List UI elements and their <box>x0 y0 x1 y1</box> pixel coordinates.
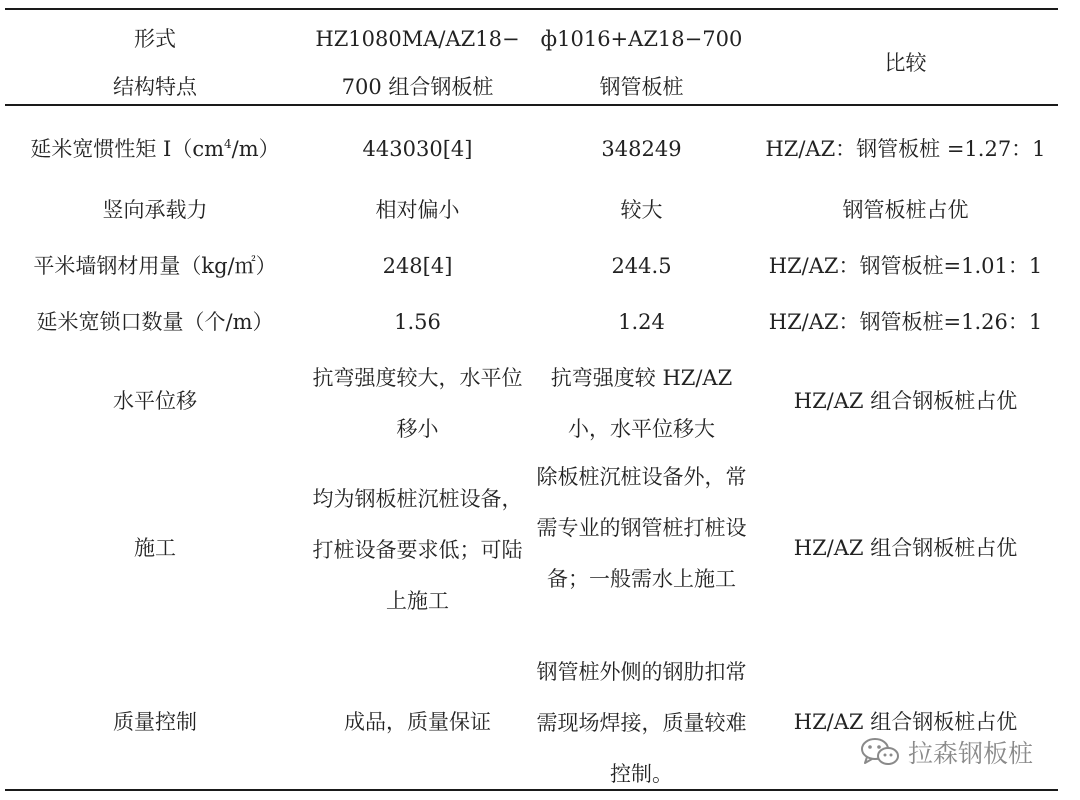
cell-compare-moment-of-inertia: HZ/AZ：钢管板桩 =1.27：1 <box>765 137 1046 161</box>
row-label-horizontal-displacement: 水平位移 <box>113 389 197 413</box>
cell-compare-quality-control: HZ/AZ 组合钢板桩占优 <box>793 710 1018 734</box>
cell-pipe-horizontal-displacement: 抗弯强度较 HZ/AZ 小，水平位移大 <box>550 366 733 441</box>
header-compare: 比较 <box>884 51 927 75</box>
header-form-label: 形式 <box>134 27 176 51</box>
cell-pipe-quality-control: 钢管桩外侧的钢肋扣常需现场焊接，质量较难控制。 <box>536 660 747 786</box>
row-label-steel-usage: 平米墙钢材用量（kg/㎡） <box>33 254 277 278</box>
cell-hz-moment-of-inertia: 443030[4] <box>362 137 473 161</box>
cell-pipe-moment-of-inertia: 348249 <box>601 137 682 161</box>
watermark <box>860 732 1033 772</box>
cell-pipe-steel-usage: 244.5 <box>611 254 672 278</box>
cell-hz-quality-control: 成品，质量保证 <box>344 710 491 734</box>
wechat-icon <box>860 736 900 768</box>
header-structure-label: 结构特点 <box>113 75 197 99</box>
row-label-quality-control: 质量控制 <box>113 710 197 734</box>
cell-hz-horizontal-displacement: 抗弯强度较大，水平位移小 <box>312 366 523 441</box>
cell-compare-construction: HZ/AZ 组合钢板桩占优 <box>793 536 1018 560</box>
row-label-vertical-bearing: 竖向承载力 <box>102 198 208 222</box>
cell-hz-construction: 均为钢板桩沉桩设备，打桩设备要求低；可陆上施工 <box>312 487 523 613</box>
row-label-construction: 施工 <box>134 536 176 560</box>
cell-pipe-vertical-bearing: 较大 <box>620 198 663 222</box>
cell-compare-interlock-count: HZ/AZ：钢管板桩=1.26：1 <box>768 310 1043 334</box>
table-top-rule <box>5 8 1058 10</box>
cell-pipe-construction: 除板桩沉桩设备外，常需专业的钢管桩打桩设备；一般需水上施工 <box>536 465 747 591</box>
header-hz-az-type: 700 组合钢板桩 <box>341 75 494 99</box>
row-label-interlock-count: 延米宽锁口数量（个/m） <box>36 310 274 334</box>
cell-compare-steel-usage: HZ/AZ：钢管板桩=1.01：1 <box>768 254 1043 278</box>
watermark-text: 拉森钢板桩 <box>908 739 1034 768</box>
header-pipe-type: 钢管板桩 <box>599 75 684 99</box>
cell-hz-vertical-bearing: 相对偏小 <box>375 198 460 222</box>
header-hz-az-model: HZ1080MA/AZ18− <box>315 27 520 51</box>
row-label-moment-of-inertia: 延米宽惯性矩 $I(cm^4/m)$ <box>30 137 280 161</box>
cell-hz-interlock-count: 1.56 <box>394 310 441 334</box>
header-pipe-model: ф1016+AZ18−700 <box>540 27 743 51</box>
cell-pipe-interlock-count: 1.24 <box>618 310 665 334</box>
cell-hz-steel-usage: 248[4] <box>382 254 453 278</box>
cell-compare-vertical-bearing: 钢管板桩占优 <box>842 198 969 222</box>
cell-compare-horizontal-displacement: HZ/AZ 组合钢板桩占优 <box>793 389 1018 413</box>
